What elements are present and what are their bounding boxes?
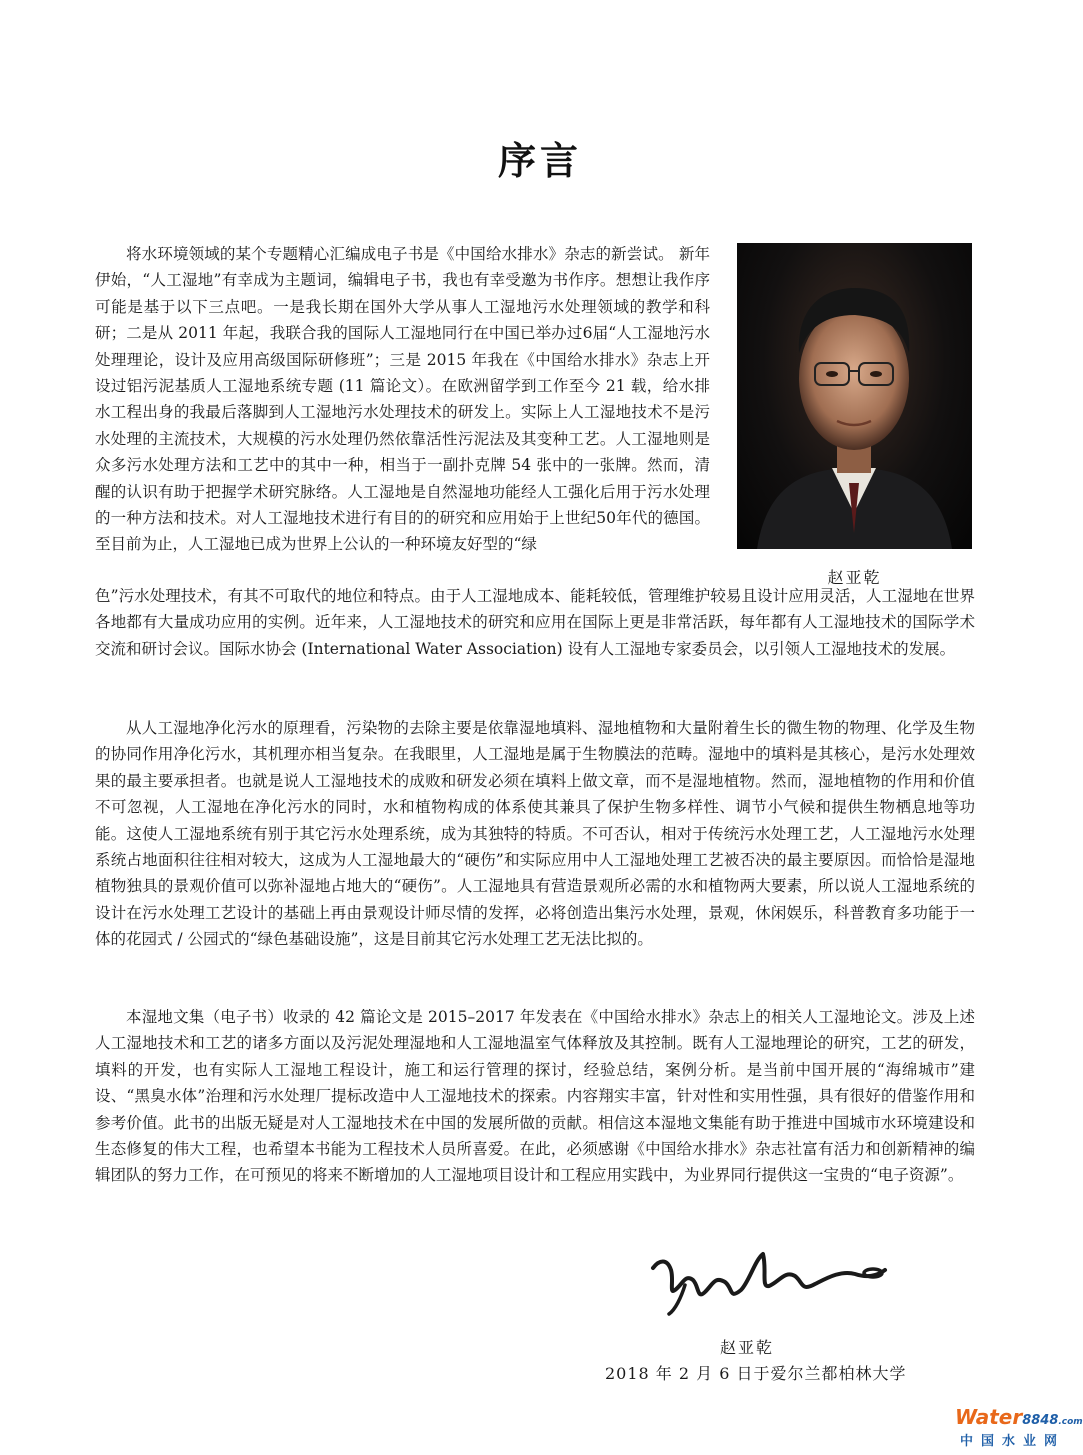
portrait-illustration <box>737 243 972 549</box>
watermark-chinese: 中国水业网 <box>960 1434 1066 1449</box>
watermark-suffix: .com <box>1058 1417 1083 1427</box>
watermark-brand: Water <box>955 1405 1023 1429</box>
signature-date: 2018 年 2 月 6 日于爱尔兰都柏林大学 <box>605 1364 907 1383</box>
preface-paragraph-3: 本湿地文集（电子书）收录的 42 篇论文是 2015–2017 年发表在《中国给水排水》杂志上的相关人工湿地论文。涉及上述人工湿地技术和工艺的诸多方面以及污泥处理湿地和人工湿地温室气体释放及其控制。既有人工湿地理论的研究，工艺的研发，填料的开发，也有实际人工湿地工程设计，施工和运行管理的探讨，经验总结，案例分析。是当前中国开展的“海绵城市”建设、“黑臭水体”治理和污水处理厂提标改造中人工湿地技术的探索。内容翔实丰富，针对性和实用性强，具有很好的借鉴作用和参考价值。此书的出版无疑是对人工湿地技术在中国的发展所做的贡献。相信这本湿地文集能有助于推进中国城市水环境建设和生态修复的伟大工程，也希望本书能为工程技术人员所喜爱。在此，必须感谢《中国给水排水》杂志社富有活力和创新精神的编辑团队的努力工作，在可预见的将来不断增加的人工湿地项目设计和工程应用实践中，为业界同行提供这一宝贵的“电子资源”。 <box>95 1008 975 1185</box>
author-portrait <box>737 243 972 549</box>
signature-name: 赵亚乾 <box>720 1338 775 1357</box>
watermark-logo <box>955 1405 1083 1429</box>
preface-paragraph-1: 将水环境领域的某个专题精心汇编成电子书是《中国给水排水》杂志的新尝试。 新年伊始，“人工湿地”有幸成为主题词，编辑电子书，我也有幸受邀为书作序。想想让我作序可能是基于以下三点吧。一是我长期在国外大学从事人工湿地污水处理领域的教学和科研；二是从 2011 年起，我联合我的国际人工湿地同行在中国已举办过6届“人工湿地污水处理理论，设计及应用高级国际研修班”；三是 2015 年我在《中国给水排水》杂志上开设过铝污泥基质人工湿地系统专题 (11 篇论文）。在欧洲留学到工作至今 21 载，给水排水工程出身的我最后落脚到人工湿地污水处理技术的研发上。实际上人工湿地技术不是污水处理的主流技术，大规模的污水处理仍然依靠活性污泥法及其变种工艺。人工湿地则是众多污水处理方法和工艺中的其中一种，相当于一副扑克牌 54 张中的一张牌。然而，清醒的认识有助于把握学术研究脉络。人工湿地是自然湿地功能经人工强化后用于污水处理的一种方法和技术。对人工湿地技术进行有目的的研究和应用始于上世纪50年代的德国。至目前为止，人工湿地已成为世界上公认的一种环境友好型的“绿 <box>95 245 710 554</box>
portrait-caption: 赵亚乾 <box>827 568 882 587</box>
page-title: 序言 <box>497 139 582 183</box>
handwritten-signature <box>645 1240 895 1320</box>
watermark-number: 8848 <box>1022 1413 1059 1428</box>
preface-paragraph-2: 从人工湿地净化污水的原理看，污染物的去除主要是依靠湿地填料、湿地植物和大量附着生长的微生物的物理、化学及生物的协同作用净化污水，其机理亦相当复杂。在我眼里，人工湿地是属于生物膜法的范畴。湿地中的填料是其核心，是污水处理效果的最主要承担者。也就是说人工湿地技术的成败和研发必须在填料上做文章，而不是湿地植物。然而，湿地植物的作用和价值不可忽视，人工湿地在净化污水的同时，水和植物构成的体系使其兼具了保护生物多样性、调节小气候和提供生物栖息地等功能。这使人工湿地系统有别于其它污水处理系统，成为其独特的特质。不可否认，相对于传统污水处理工艺，人工湿地污水处理系统占地面积往往相对较大，这成为人工湿地最大的“硬伤”和实际应用中人工湿地处理工艺被否决的最主要原因。而恰恰是湿地植物独具的景观价值可以弥补湿地占地大的“硬伤”。人工湿地具有营造景观所必需的水和植物两大要素，所以说人工湿地系统的设计在污水处理工艺设计的基础上再由景观设计师尽情的发挥，必将创造出集污水处理，景观，休闲娱乐，科普教育多功能于一体的花园式 / 公园式的“绿色基础设施”，这是目前其它污水处理工艺无法比拟的。 <box>95 719 975 949</box>
preface-paragraph-1-continued: 色”污水处理技术，有其不可取代的地位和特点。由于人工湿地成本、能耗较低，管理维护较易且设计应用灵活，人工湿地在世界各地都有大量成功应用的实例。近年来，人工湿地技术的研究和应用在国际上更是非常活跃，每年都有人工湿地技术的国际学术交流和研讨会议。国际水协会 (International Water Association) 设有人工湿地专家委员会，以引领人工湿地技术的发展。 <box>95 587 975 658</box>
